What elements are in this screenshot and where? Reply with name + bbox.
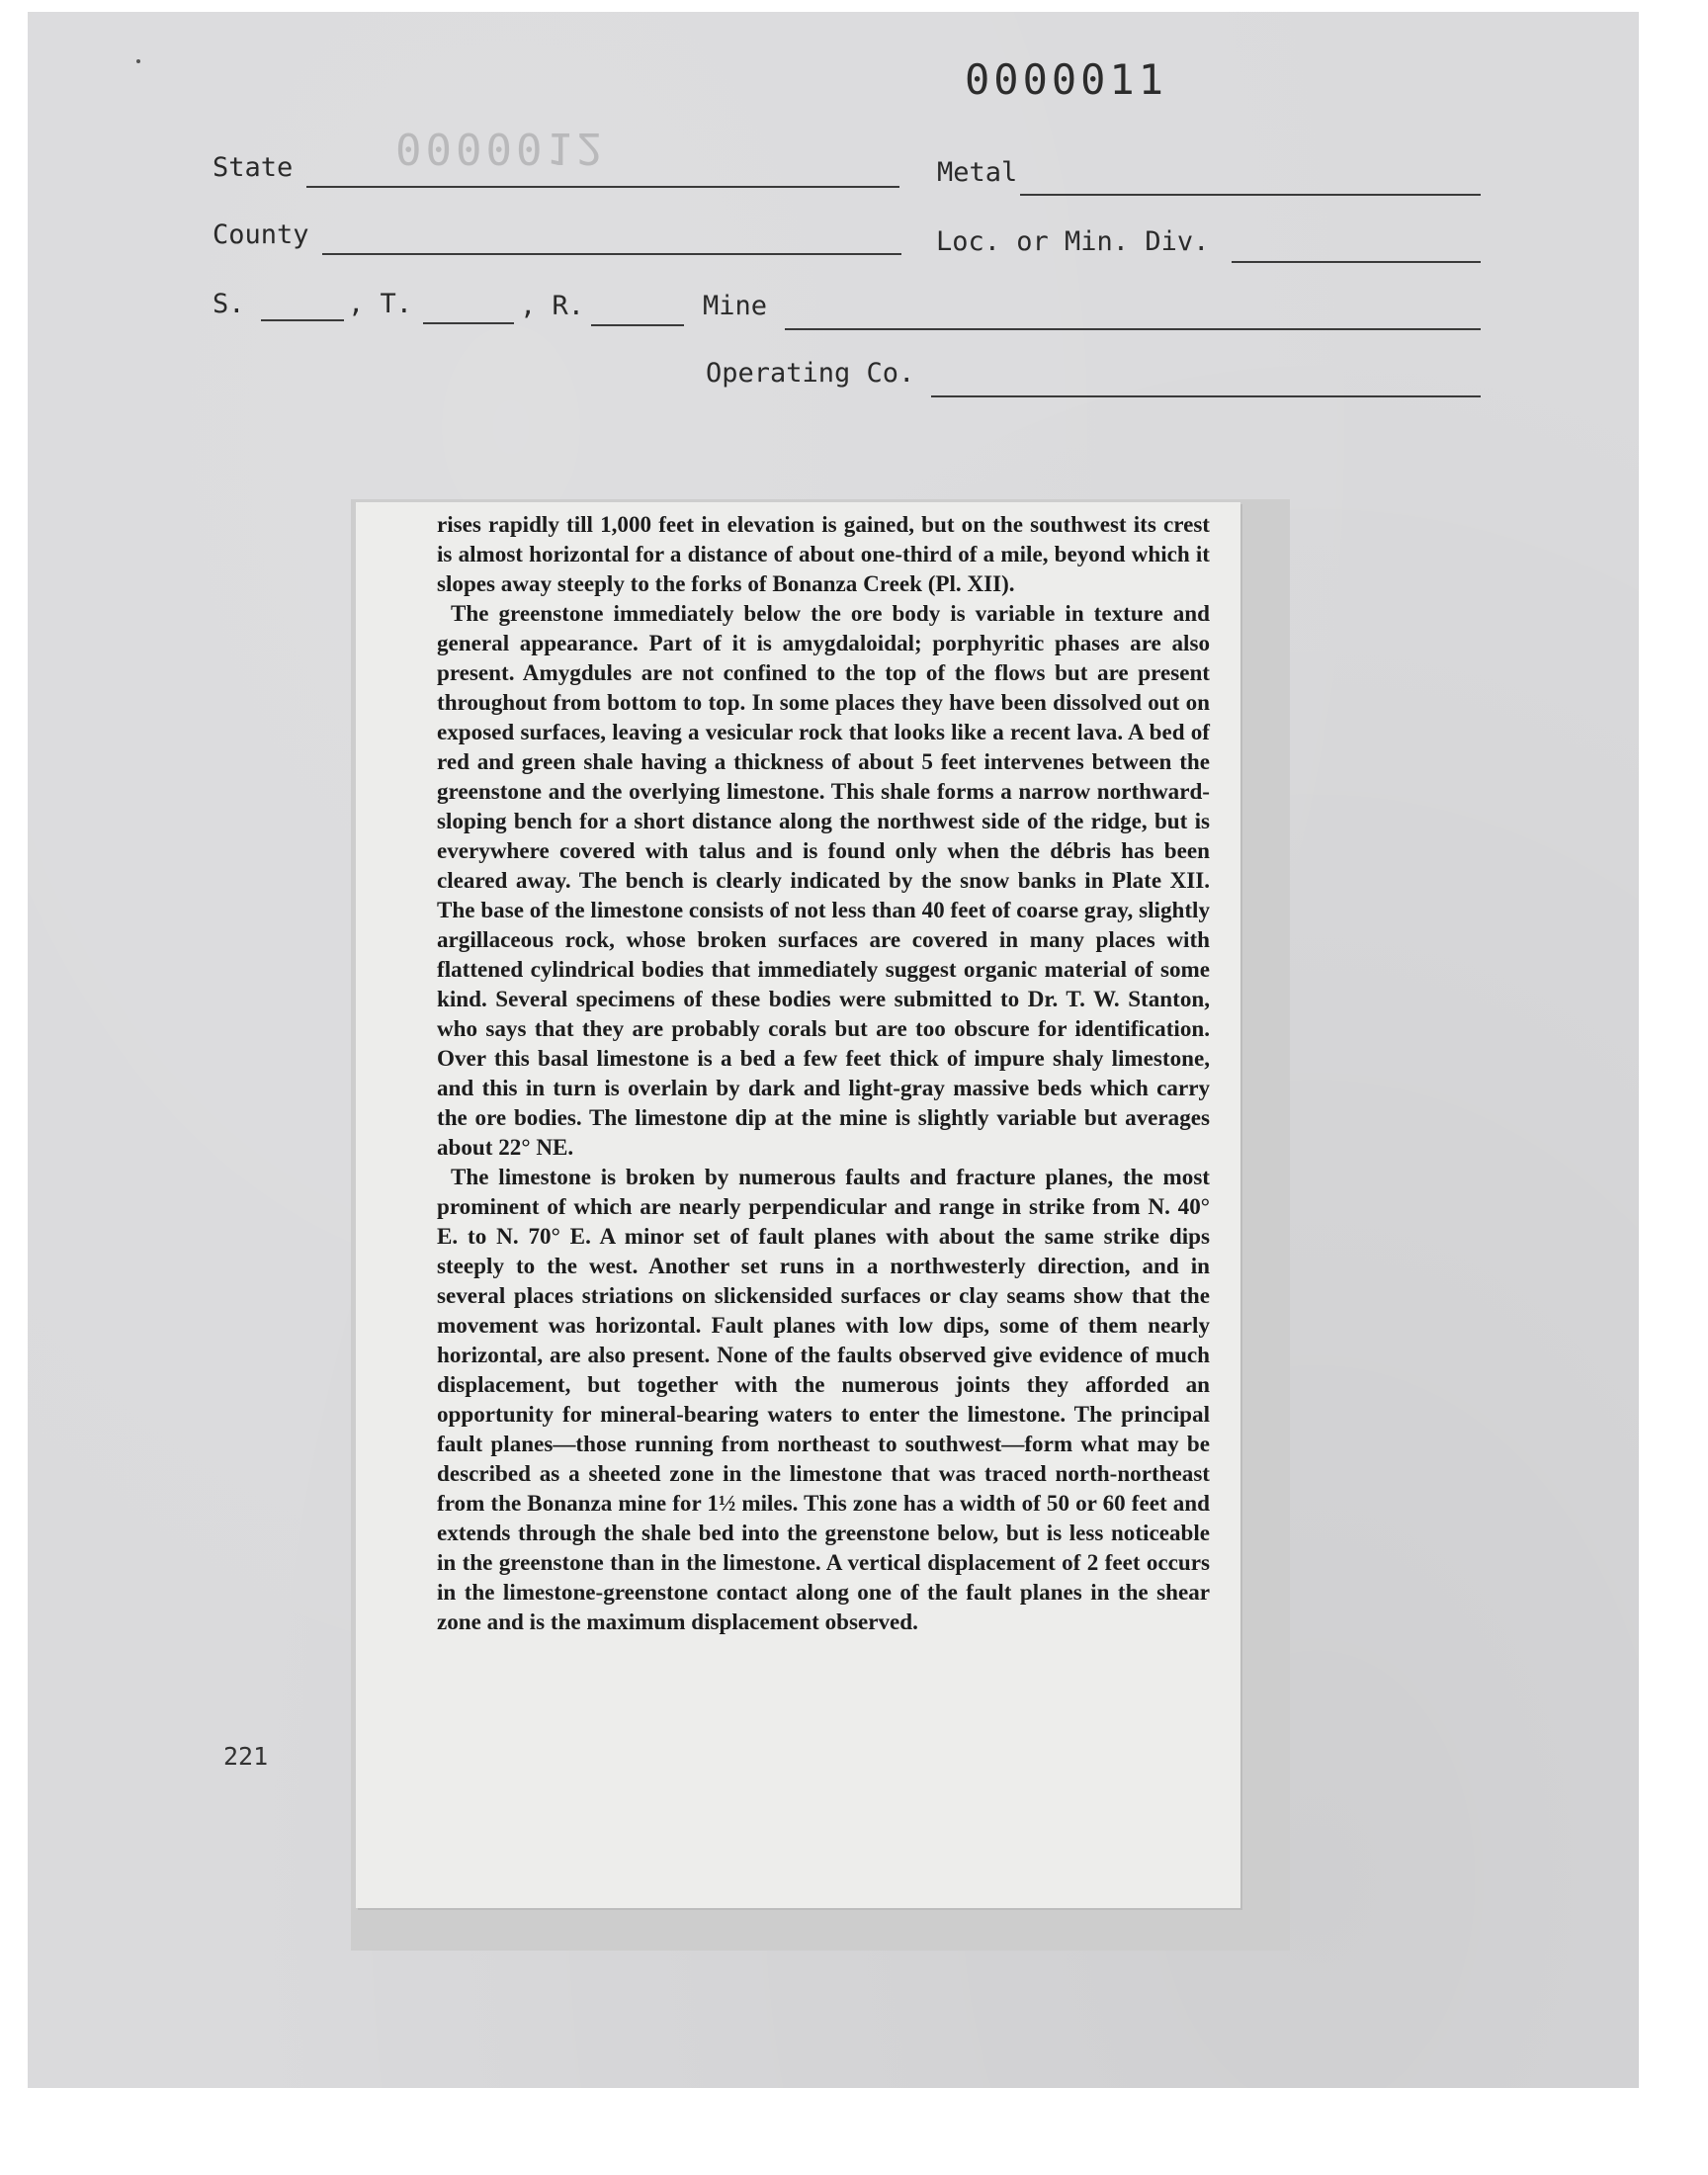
state-field-line (306, 186, 899, 188)
clipping-paragraph: The limestone is broken by numerous faults and fracture planes, the most prominent of which are nearly perpendicular and range in strike from N. 40° E. to N. 70° E. A minor set of fault planes with about the same strike dips steeply to the west. Another set runs in a northwesterly direction, and in several places striations on slickensided surfaces or clay seams show that the movement was horizontal. Fault planes with low dips, some of them nearly horizontal, are also present. None of the faults observed give evidence of much displacement, but together with the numerous joints they afforded an opportunity for mineral-bearing waters to enter the limestone. The principal fault planes—those running from northeast to southwest—form what may be described as a sheeted zone in the limestone that was traced north-northeast from the Bonanza mine for 1½ miles. This zone has a width of 50 or 60 feet and extends through the shale bed into the greenstone below, but is less noticeable in the greenstone than in the limestone. A vertical displacement of 2 feet occurs in the limestone-greenstone contact along one of the fault planes in the shear zone and is the maximum displacement observed. (437, 1164, 1210, 1634)
state-label: State (213, 152, 294, 183)
county-label: County (213, 219, 309, 250)
serial-number-bleedthrough: 0000012 (395, 123, 607, 173)
serial-number: 0000011 (965, 55, 1168, 104)
section-field-line (261, 319, 344, 321)
page-number: 221 (223, 1742, 269, 1771)
mine-field-line (785, 328, 1481, 330)
township-field-line (423, 322, 514, 324)
clipping-paragraph: The greenstone immediately below the ore body is variable in texture and general appearance. Part of it is amygdaloidal; porphyritic phases are also present. Amygdules are not confined to the top of the flows but are present throughout from bottom to top. In some places they have been dissolved out on exposed surfaces, leaving a vesicular rock that looks like a recent lava. A bed of red and green shale having a thickness of about 5 feet intervenes between the greenstone and the overlying limestone. This shale forms a narrow northward-sloping bench for a short distance along the northwest side of the ridge, but is everywhere covered with talus and is found only when the débris has been cleared away. The bench is clearly indicated by the snow banks in Plate XII. The base of the limestone consists of not less than 40 feet of coarse gray, slightly argillaceous rock, whose broken surfaces are covered in many places with flattened cylindrical bodies that immediately suggest organic material of some kind. Several specimens of these bodies were submitted to Dr. T. W. Stanton, who says that they are probably corals but are too obscure for identification. Over this basal limestone is a bed a few feet thick of impure shaly limestone, and this in turn is overlain by dark and light-gray massive beds which carry the ore bodies. The limestone dip at the mine is slightly variable but averages about 22° NE. (437, 600, 1210, 1160)
range-label: , R. (520, 291, 585, 321)
operating-company-field-line (931, 395, 1481, 397)
scan-speck (136, 59, 140, 63)
clipping-body (437, 509, 1210, 1636)
range-field-line (591, 324, 684, 326)
mine-label: Mine (703, 291, 768, 321)
section-label: S. (213, 289, 245, 319)
location-label: Loc. or Min. Div. (936, 226, 1210, 257)
location-field-line (1232, 261, 1481, 263)
county-field-line (322, 253, 901, 255)
pasted-text-clipping (356, 502, 1240, 1908)
operating-company-label: Operating Co. (706, 358, 915, 389)
township-label: , T. (348, 289, 413, 319)
metal-field-line (1020, 194, 1481, 196)
metal-label: Metal (937, 157, 1018, 188)
clipping-paragraph: rises rapidly till 1,000 feet in elevation is gained, but on the southwest its crest is almost horizontal for a distance of about one-third of a mile, beyond which it slopes away steeply to the forks of Bonanza Creek (Pl. XII). (437, 511, 1210, 596)
